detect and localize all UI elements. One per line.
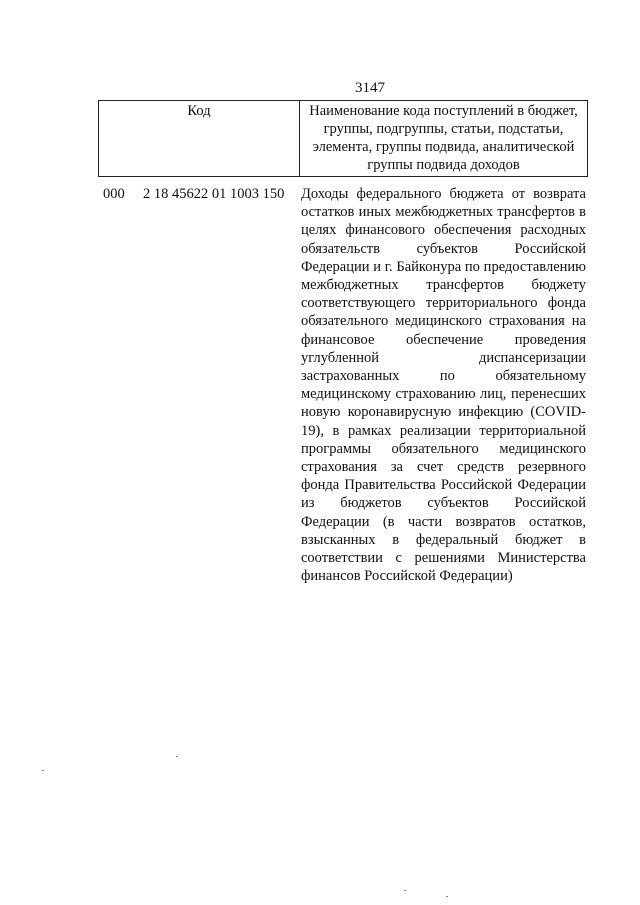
- scan-artifact: [176, 756, 178, 757]
- scan-artifact: [404, 890, 406, 891]
- scan-artifact: [446, 896, 448, 897]
- scan-artifact: [42, 770, 44, 771]
- revenue-description: Доходы федерального бюджета от возврата остатков иных межбюджетных трансфертов в целях финансового обеспечения расходных обязательств субъектов Российской Федерации и г. Байконура по предоставлению межбюджетных трансфертов бюджету соответствующего территориального фонда обязательного медицинского страхования на финансовое обеспечение проведения углубленной диспансеризации застрахованных по обязательному медицинскому страхованию лиц, перенесших новую коронавирусную инфекцию (COVID-19), в рамках реализации территориальной программы обязательного медицинского страхования за счет средств резервного фонда Правительства Российской Федерации из бюджетов субъектов Российской Федерации (в части возвратов остатков, взысканных в федеральный бюджет в соответствии с решениями Министерства финансов Российской Федерации): [301, 186, 586, 585]
- column-header-code: Код: [99, 101, 300, 177]
- table-header-row: [99, 101, 588, 177]
- column-header-name: Наименование кода поступлений в бюджет, группы, подгруппы, статьи, подстатьи, элемента, группы подвида, аналитической группы подвида доходов: [300, 101, 588, 177]
- admin-code: 000: [103, 186, 125, 202]
- table-header: [98, 100, 588, 177]
- revenue-code: 2 18 45622 01 1003 150: [143, 186, 285, 202]
- page-number: 3147: [355, 80, 385, 96]
